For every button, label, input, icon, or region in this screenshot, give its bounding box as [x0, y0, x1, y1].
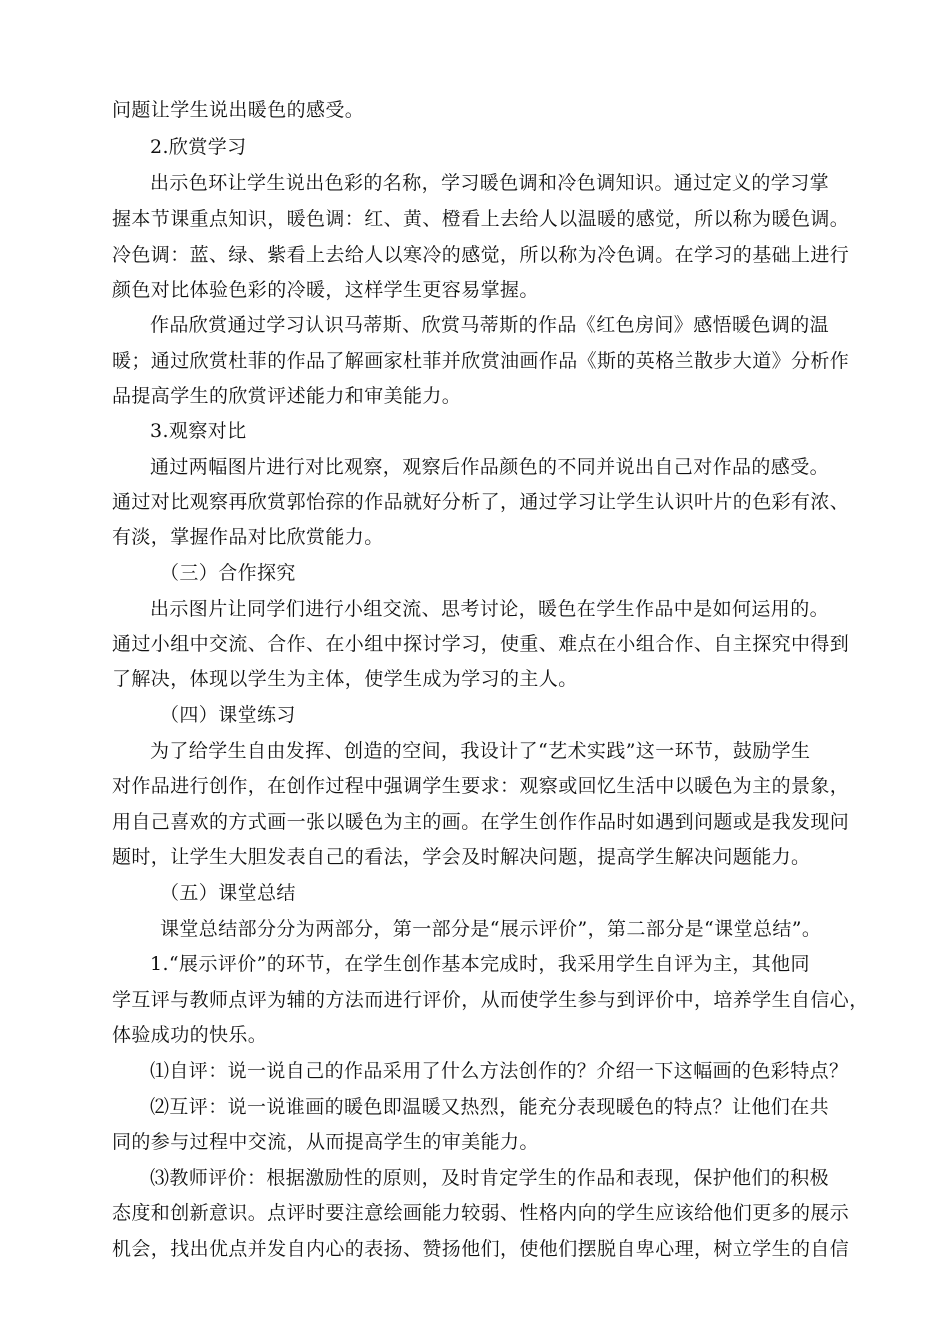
text-line: 颜色对比体验色彩的冷暖，这样学生更容易掌握。 [112, 279, 539, 301]
section-heading: 3.观察对比 [150, 420, 247, 442]
section-heading: 2.欣赏学习 [150, 136, 247, 158]
text-line: 品提高学生的欣赏评述能力和审美能力。 [112, 385, 462, 407]
text-line: 体验成功的快乐。 [112, 1024, 268, 1046]
text-line: 暖；通过欣赏杜菲的作品了解画家杜菲并欣赏油画作品《斯的英格兰散步大道》分析作 [112, 350, 850, 372]
text-line: 出示色环让学生说出色彩的名称，学习暖色调和冷色调知识。通过定义的学习掌 [150, 172, 830, 194]
text-line: 机会，找出优点并发自内心的表扬、赞扬他们，使他们摆脱自卑心理，树立学生的自信 [112, 1238, 850, 1260]
text-line: ⑶教师评价：根据激励性的原则，及时肯定学生的作品和表现，保护他们的积极 [150, 1167, 830, 1189]
text-line: 握本节课重点知识，暖色调：红、黄、橙看上去给人以温暖的感觉，所以称为暖色调。 [112, 208, 850, 230]
text-line: 为了给学生自由发挥、创造的空间，我设计了“艺术实践”这一环节，鼓励学生 [150, 740, 811, 762]
text-line: 通过小组中交流、合作、在小组中探讨学习，使重、难点在小组合作、自主探究中得到 [112, 633, 850, 655]
section-heading: （五）课堂总结 [160, 882, 296, 904]
text-line: 冷色调：蓝、绿、紫看上去给人以寒冷的感觉，所以称为冷色调。在学习的基础上进行 [112, 244, 850, 266]
text-line: 对作品进行创作，在创作过程中强调学生要求：观察或回忆生活中以暖色为主的景象， [112, 775, 850, 797]
text-line: 态度和创新意识。点评时要注意绘画能力较弱、性格内向的学生应该给他们更多的展示 [112, 1202, 850, 1224]
text-line: 用自己喜欢的方式画一张以暖色为主的画。在学生创作作品时如遇到问题或是我发现问 [112, 811, 850, 833]
text-line: 了解决，体现以学生为主体，使学生成为学习的主人。 [112, 668, 578, 690]
text-line: ⑵互评：说一说谁画的暖色即温暖又热烈，能充分表现暖色的特点？让他们在共 [150, 1096, 830, 1118]
text-line: 通过对比观察再欣赏郭怡孮的作品就好分析了，通过学习让学生认识叶片的色彩有浓、 [112, 491, 850, 513]
section-heading: （四）课堂练习 [160, 704, 296, 726]
text-line: 学互评与教师点评为辅的方法而进行评价，从而使学生参与到评价中，培养学生自信心， [112, 989, 869, 1011]
text-line: 有淡，掌握作品对比欣赏能力。 [112, 526, 384, 548]
text-line: 问题让学生说出暖色的感受。 [112, 99, 365, 121]
text-line: 作品欣赏通过学习认识马蒂斯、欣赏马蒂斯的作品《红色房间》感悟暖色调的温 [150, 314, 830, 336]
text-line: 1.“展示评价”的环节，在学生创作基本完成时，我采用学生自评为主，其他同 [150, 953, 810, 975]
text-line: 课堂总结部分分为两部分，第一部分是“展示评价”，第二部分是“课堂总结”。 [160, 918, 822, 940]
text-line: 出示图片让同学们进行小组交流、思考讨论，暖色在学生作品中是如何运用的。 [150, 598, 830, 620]
section-heading: （三）合作探究 [160, 562, 296, 584]
text-line: ⑴自评：说一说自己的作品采用了什么方法创作的？介绍一下这幅画的色彩特点？ [150, 1060, 849, 1082]
text-line: 题时，让学生大胆发表自己的看法，学会及时解决问题，提高学生解决问题能力。 [112, 846, 811, 868]
text-line: 通过两幅图片进行对比观察，观察后作品颜色的不同并说出自己对作品的感受。 [150, 456, 830, 478]
text-line: 同的参与过程中交流，从而提高学生的审美能力。 [112, 1131, 539, 1153]
